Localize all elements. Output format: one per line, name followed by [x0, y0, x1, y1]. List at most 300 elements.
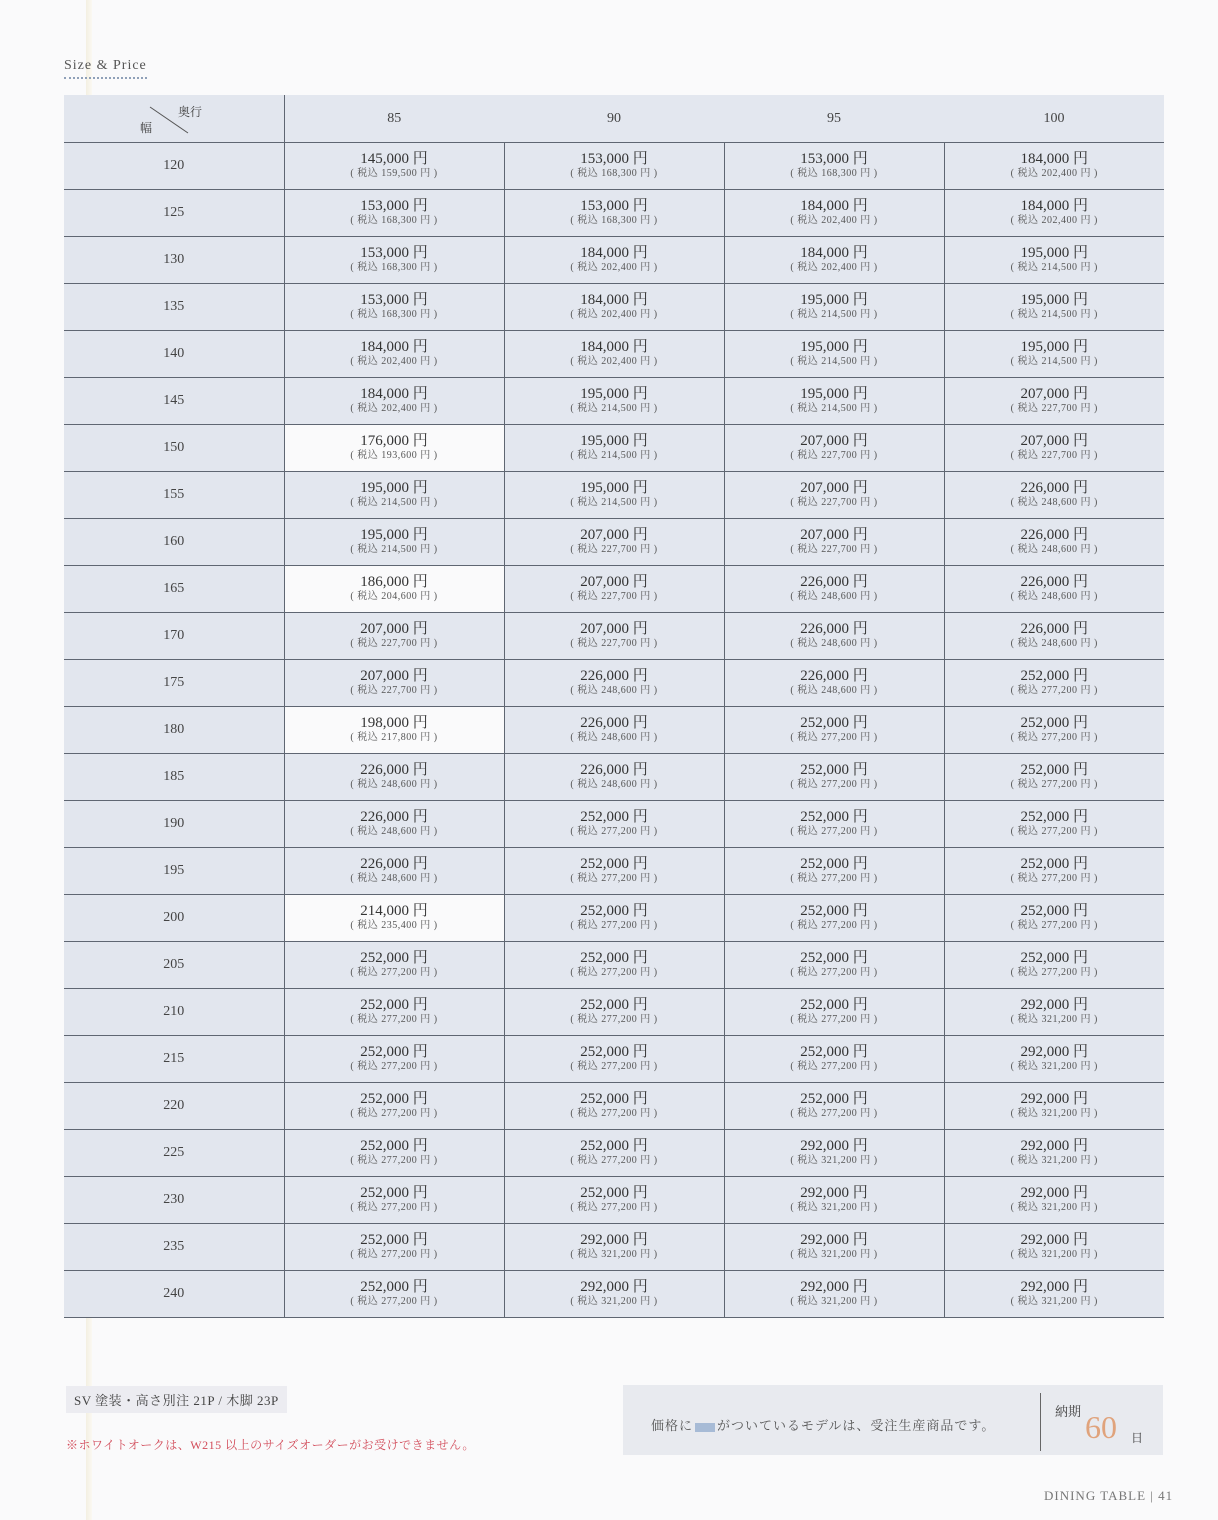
price-cell: [944, 566, 1164, 613]
row-header-width: 160: [64, 519, 284, 566]
price-cell: [724, 1083, 944, 1130]
price-tax-included: ( 税込 214,500 円 ): [570, 403, 658, 414]
price-cell: [284, 989, 504, 1036]
price-tax-included: ( 税込 227,700 円 ): [790, 497, 878, 508]
price-main: 252,000 円: [1020, 856, 1088, 872]
price-main: 226,000 円: [800, 574, 868, 590]
price-cell: [944, 942, 1164, 989]
price-main: 252,000 円: [1020, 668, 1088, 684]
price-main: 195,000 円: [580, 480, 648, 496]
price-main: 292,000 円: [800, 1185, 868, 1201]
price-cell: [284, 1036, 504, 1083]
price-main: 226,000 円: [580, 762, 648, 778]
price-main: 252,000 円: [800, 1044, 868, 1060]
row-header-width: 200: [64, 895, 284, 942]
price-main: 195,000 円: [1020, 245, 1088, 261]
price-tax-included: ( 税込 277,200 円 ): [570, 920, 658, 931]
price-main: 226,000 円: [800, 621, 868, 637]
price-tax-included: ( 税込 277,200 円 ): [350, 1014, 438, 1025]
price-cell: [944, 190, 1164, 237]
price-cell: [724, 237, 944, 284]
price-cell: [724, 472, 944, 519]
price-cell: [944, 754, 1164, 801]
price-cell: [504, 566, 724, 613]
price-cell: [284, 895, 504, 942]
price-tax-included: ( 税込 202,400 円 ): [570, 309, 658, 320]
price-main: 292,000 円: [800, 1279, 868, 1295]
price-main: 214,000 円: [360, 903, 428, 919]
table-row: [64, 1224, 1164, 1271]
price-tax-included: ( 税込 168,300 円 ): [350, 262, 438, 273]
price-cell: [284, 331, 504, 378]
table-row: [64, 331, 1164, 378]
price-tax-included: ( 税込 214,500 円 ): [790, 356, 878, 367]
price-main: 207,000 円: [580, 621, 648, 637]
price-tax-included: ( 税込 277,200 円 ): [790, 1061, 878, 1072]
price-tax-included: ( 税込 277,200 円 ): [790, 1014, 878, 1025]
price-main: 252,000 円: [580, 856, 648, 872]
price-cell: [504, 237, 724, 284]
price-cell: [504, 1224, 724, 1271]
legend-box: [623, 1385, 1163, 1455]
table-row: [64, 707, 1164, 754]
price-main: 207,000 円: [580, 574, 648, 590]
price-main: 252,000 円: [360, 997, 428, 1013]
price-cell: [504, 989, 724, 1036]
price-tax-included: ( 税込 214,500 円 ): [1010, 309, 1098, 320]
price-tax-included: ( 税込 277,200 円 ): [570, 1155, 658, 1166]
price-main: 252,000 円: [800, 715, 868, 731]
price-cell: [724, 1271, 944, 1318]
table-row: [64, 895, 1164, 942]
price-main: 292,000 円: [1020, 1091, 1088, 1107]
price-main: 153,000 円: [360, 245, 428, 261]
price-tax-included: ( 税込 235,400 円 ): [350, 920, 438, 931]
price-tax-included: ( 税込 227,700 円 ): [350, 685, 438, 696]
price-main: 292,000 円: [800, 1138, 868, 1154]
price-tax-included: ( 税込 277,200 円 ): [570, 1014, 658, 1025]
price-main: 252,000 円: [800, 950, 868, 966]
price-main: 252,000 円: [580, 950, 648, 966]
price-cell: [284, 566, 504, 613]
price-cell: [724, 1177, 944, 1224]
row-header-width: 165: [64, 566, 284, 613]
price-cell: [504, 754, 724, 801]
table-row: [64, 754, 1164, 801]
price-main: 252,000 円: [800, 997, 868, 1013]
price-tax-included: ( 税込 168,300 円 ): [350, 215, 438, 226]
price-main: 207,000 円: [360, 621, 428, 637]
price-cell: [284, 1224, 504, 1271]
price-tax-included: ( 税込 202,400 円 ): [570, 356, 658, 367]
table-row: [64, 284, 1164, 331]
price-tax-included: ( 税込 321,200 円 ): [790, 1155, 878, 1166]
row-header-width: 175: [64, 660, 284, 707]
price-tax-included: ( 税込 321,200 円 ): [790, 1202, 878, 1213]
price-main: 252,000 円: [360, 1091, 428, 1107]
price-cell: [944, 237, 1164, 284]
price-tax-included: ( 税込 321,200 円 ): [570, 1249, 658, 1260]
price-cell: [724, 848, 944, 895]
price-tax-included: ( 税込 214,500 円 ): [790, 309, 878, 320]
price-main: 207,000 円: [1020, 433, 1088, 449]
price-cell: [944, 472, 1164, 519]
row-header-width: 180: [64, 707, 284, 754]
price-tax-included: ( 税込 248,600 円 ): [350, 779, 438, 790]
price-main: 176,000 円: [360, 433, 428, 449]
price-tax-included: ( 税込 227,700 円 ): [570, 638, 658, 649]
price-main: 226,000 円: [360, 762, 428, 778]
price-cell: [724, 942, 944, 989]
price-main: 252,000 円: [580, 1185, 648, 1201]
depth-label: 奥行: [178, 105, 203, 119]
price-main: 252,000 円: [360, 1232, 428, 1248]
white-oak-warning: ※ホワイトオークは、W215 以上のサイズオーダーがお受けできません。: [66, 1438, 475, 1452]
price-tax-included: ( 税込 248,600 円 ): [1010, 638, 1098, 649]
price-tax-included: ( 税込 168,300 円 ): [570, 215, 658, 226]
price-tax-included: ( 税込 217,800 円 ): [350, 732, 438, 743]
table-row: [64, 942, 1164, 989]
row-header-width: 230: [64, 1177, 284, 1224]
table-row: [64, 1036, 1164, 1083]
price-main: 292,000 円: [580, 1232, 648, 1248]
price-cell: [504, 425, 724, 472]
price-cell: [504, 472, 724, 519]
price-main: 292,000 円: [1020, 1279, 1088, 1295]
price-cell: [504, 1036, 724, 1083]
price-tax-included: ( 税込 277,200 円 ): [1010, 685, 1098, 696]
price-main: 153,000 円: [360, 292, 428, 308]
price-main: 153,000 円: [580, 151, 648, 167]
price-cell: [944, 801, 1164, 848]
price-cell: [284, 1177, 504, 1224]
price-cell: [504, 519, 724, 566]
price-cell: [944, 848, 1164, 895]
price-main: 153,000 円: [800, 151, 868, 167]
page-footer: DINING TABLE | 41: [1044, 1488, 1174, 1503]
table-row: [64, 378, 1164, 425]
price-tax-included: ( 税込 248,600 円 ): [790, 591, 878, 602]
price-main: 226,000 円: [360, 809, 428, 825]
price-cell: [724, 566, 944, 613]
price-main: 184,000 円: [580, 292, 648, 308]
price-cell: [504, 895, 724, 942]
row-header-width: 125: [64, 190, 284, 237]
price-cell: [944, 707, 1164, 754]
row-header-width: 155: [64, 472, 284, 519]
price-tax-included: ( 税込 321,200 円 ): [790, 1296, 878, 1307]
price-main: 184,000 円: [360, 386, 428, 402]
options-note: SV 塗装・高さ別注 21P / 木脚 23P: [66, 1386, 287, 1413]
price-main: 153,000 円: [580, 198, 648, 214]
price-tax-included: ( 税込 321,200 円 ): [1010, 1014, 1098, 1025]
price-tax-included: ( 税込 277,200 円 ): [350, 1202, 438, 1213]
price-cell: [944, 1177, 1164, 1224]
legend-text-before: 価格に: [651, 1418, 694, 1433]
price-tax-included: ( 税込 202,400 円 ): [1010, 168, 1098, 179]
price-cell: [284, 613, 504, 660]
row-header-width: 225: [64, 1130, 284, 1177]
price-main: 184,000 円: [580, 339, 648, 355]
price-tax-included: ( 税込 202,400 円 ): [790, 262, 878, 273]
price-main: 252,000 円: [580, 1091, 648, 1107]
price-main: 226,000 円: [360, 856, 428, 872]
price-cell: [284, 801, 504, 848]
price-cell: [504, 801, 724, 848]
price-tax-included: ( 税込 193,600 円 ): [350, 450, 438, 461]
price-cell: [724, 1224, 944, 1271]
price-cell: [944, 1036, 1164, 1083]
price-tax-included: ( 税込 159,500 円 ): [350, 168, 438, 179]
row-header-width: 170: [64, 613, 284, 660]
row-header-width: 190: [64, 801, 284, 848]
price-main: 207,000 円: [800, 433, 868, 449]
table-row: [64, 801, 1164, 848]
price-main: 252,000 円: [1020, 762, 1088, 778]
price-main: 226,000 円: [580, 668, 648, 684]
price-tax-included: ( 税込 277,200 円 ): [1010, 732, 1098, 743]
price-main: 226,000 円: [1020, 480, 1088, 496]
price-main: 252,000 円: [800, 762, 868, 778]
price-main: 184,000 円: [800, 198, 868, 214]
column-header: 95: [724, 95, 944, 143]
price-cell: [504, 143, 724, 190]
price-cell: [284, 472, 504, 519]
price-main: 184,000 円: [580, 245, 648, 261]
price-main: 184,000 円: [1020, 198, 1088, 214]
price-cell: [724, 519, 944, 566]
price-tax-included: ( 税込 227,700 円 ): [790, 544, 878, 555]
price-tax-included: ( 税込 248,600 円 ): [790, 685, 878, 696]
table-row: [64, 425, 1164, 472]
row-header-width: 135: [64, 284, 284, 331]
table-row: [64, 519, 1164, 566]
row-header-width: 130: [64, 237, 284, 284]
price-main: 252,000 円: [360, 1279, 428, 1295]
row-header-width: 120: [64, 143, 284, 190]
price-cell: [504, 848, 724, 895]
table-row: [64, 1083, 1164, 1130]
corner-header: [64, 95, 284, 143]
price-cell: [944, 1271, 1164, 1318]
price-cell: [944, 613, 1164, 660]
price-cell: [944, 378, 1164, 425]
price-cell: [504, 331, 724, 378]
price-tax-included: ( 税込 277,200 円 ): [1010, 873, 1098, 884]
price-main: 252,000 円: [360, 1044, 428, 1060]
price-tax-included: ( 税込 277,200 円 ): [790, 873, 878, 884]
price-main: 226,000 円: [1020, 574, 1088, 590]
table-row: [64, 566, 1164, 613]
price-cell: [724, 660, 944, 707]
price-cell: [284, 660, 504, 707]
price-cell: [944, 519, 1164, 566]
made-to-order-swatch: [695, 1423, 715, 1432]
price-main: 252,000 円: [800, 903, 868, 919]
price-tax-included: ( 税込 321,200 円 ): [790, 1249, 878, 1260]
price-main: 252,000 円: [1020, 903, 1088, 919]
price-cell: [944, 425, 1164, 472]
price-cell: [504, 1083, 724, 1130]
price-cell: [944, 284, 1164, 331]
price-main: 252,000 円: [580, 997, 648, 1013]
price-tax-included: ( 税込 248,600 円 ): [570, 685, 658, 696]
price-main: 195,000 円: [580, 433, 648, 449]
price-tax-included: ( 税込 227,700 円 ): [1010, 450, 1098, 461]
price-main: 184,000 円: [800, 245, 868, 261]
price-cell: [724, 895, 944, 942]
price-cell: [944, 331, 1164, 378]
price-tax-included: ( 税込 227,700 円 ): [790, 450, 878, 461]
price-main: 207,000 円: [800, 527, 868, 543]
price-cell: [284, 143, 504, 190]
price-table-body: [64, 143, 1164, 1318]
price-main: 252,000 円: [580, 1044, 648, 1060]
row-header-width: 240: [64, 1271, 284, 1318]
price-main: 195,000 円: [800, 339, 868, 355]
price-main: 252,000 円: [360, 950, 428, 966]
price-tax-included: ( 税込 277,200 円 ): [570, 967, 658, 978]
price-main: 292,000 円: [1020, 997, 1088, 1013]
price-tax-included: ( 税込 168,300 円 ): [350, 309, 438, 320]
delivery-label: 納期: [1055, 1404, 1082, 1419]
price-tax-included: ( 税込 227,700 円 ): [570, 544, 658, 555]
price-tax-included: ( 税込 277,200 円 ): [570, 1202, 658, 1213]
price-tax-included: ( 税込 248,600 円 ): [350, 826, 438, 837]
price-cell: [284, 1271, 504, 1318]
price-tax-included: ( 税込 168,300 円 ): [570, 168, 658, 179]
price-tax-included: ( 税込 277,200 円 ): [1010, 826, 1098, 837]
price-tax-included: ( 税込 277,200 円 ): [570, 1061, 658, 1072]
price-main: 153,000 円: [360, 198, 428, 214]
price-main: 195,000 円: [1020, 292, 1088, 308]
price-cell: [724, 801, 944, 848]
price-cell: [284, 1083, 504, 1130]
price-tax-included: ( 税込 277,200 円 ): [350, 1061, 438, 1072]
header-row: [64, 95, 1164, 143]
price-cell: [284, 190, 504, 237]
table-row: [64, 1130, 1164, 1177]
price-cell: [284, 942, 504, 989]
row-header-width: 220: [64, 1083, 284, 1130]
price-cell: [504, 378, 724, 425]
price-cell: [504, 660, 724, 707]
price-tax-included: ( 税込 321,200 円 ): [1010, 1296, 1098, 1307]
price-main: 292,000 円: [1020, 1138, 1088, 1154]
row-header-width: 140: [64, 331, 284, 378]
price-cell: [504, 284, 724, 331]
price-tax-included: ( 税込 202,400 円 ): [570, 262, 658, 273]
price-cell: [504, 1271, 724, 1318]
price-tax-included: ( 税込 214,500 円 ): [350, 544, 438, 555]
price-main: 195,000 円: [360, 527, 428, 543]
table-row: [64, 190, 1164, 237]
price-main: 226,000 円: [1020, 527, 1088, 543]
delivery-days: 60: [1085, 1409, 1117, 1445]
price-main: 252,000 円: [360, 1185, 428, 1201]
price-tax-included: ( 税込 321,200 円 ): [1010, 1202, 1098, 1213]
price-tax-included: ( 税込 277,200 円 ): [570, 826, 658, 837]
price-tax-included: ( 税込 277,200 円 ): [790, 1108, 878, 1119]
price-tax-included: ( 税込 277,200 円 ): [570, 1108, 658, 1119]
price-main: 226,000 円: [580, 715, 648, 731]
price-tax-included: ( 税込 248,600 円 ): [350, 873, 438, 884]
price-tax-included: ( 税込 202,400 円 ): [350, 356, 438, 367]
price-tax-included: ( 税込 277,200 円 ): [350, 967, 438, 978]
row-header-width: 145: [64, 378, 284, 425]
price-cell: [284, 378, 504, 425]
section-heading: Size & Price: [64, 58, 147, 79]
price-tax-included: ( 税込 277,200 円 ): [570, 873, 658, 884]
column-header: 85: [284, 95, 504, 143]
price-tax-included: ( 税込 321,200 円 ): [570, 1296, 658, 1307]
column-header: 90: [504, 95, 724, 143]
price-tax-included: ( 税込 227,700 円 ): [1010, 403, 1098, 414]
price-main: 252,000 円: [580, 903, 648, 919]
price-tax-included: ( 税込 202,400 円 ): [1010, 215, 1098, 226]
price-main: 184,000 円: [360, 339, 428, 355]
price-cell: [284, 519, 504, 566]
price-main: 195,000 円: [360, 480, 428, 496]
price-table: [64, 95, 1164, 1318]
table-row: [64, 143, 1164, 190]
legend-text-after: がついているモデルは、受注生産商品です。: [717, 1418, 996, 1433]
price-cell: [944, 143, 1164, 190]
price-tax-included: ( 税込 277,200 円 ): [790, 920, 878, 931]
legend-divider: [1040, 1393, 1041, 1451]
row-header-width: 185: [64, 754, 284, 801]
table-row: [64, 1271, 1164, 1318]
price-main: 252,000 円: [800, 856, 868, 872]
price-cell: [724, 284, 944, 331]
price-main: 207,000 円: [1020, 386, 1088, 402]
price-tax-included: ( 税込 227,700 円 ): [570, 591, 658, 602]
price-main: 252,000 円: [800, 1091, 868, 1107]
price-main: 186,000 円: [360, 574, 428, 590]
price-main: 195,000 円: [800, 292, 868, 308]
row-header-width: 195: [64, 848, 284, 895]
price-main: 207,000 円: [360, 668, 428, 684]
row-header-width: 210: [64, 989, 284, 1036]
row-header-width: 215: [64, 1036, 284, 1083]
price-cell: [724, 425, 944, 472]
price-cell: [284, 237, 504, 284]
price-tax-included: ( 税込 277,200 円 ): [790, 826, 878, 837]
price-tax-included: ( 税込 214,500 円 ): [570, 450, 658, 461]
price-cell: [724, 331, 944, 378]
price-main: 252,000 円: [800, 809, 868, 825]
price-cell: [944, 660, 1164, 707]
price-cell: [284, 848, 504, 895]
price-tax-included: ( 税込 248,600 円 ): [790, 638, 878, 649]
price-tax-included: ( 税込 277,200 円 ): [350, 1296, 438, 1307]
corner-diagonal: [64, 95, 283, 142]
price-cell: [504, 1177, 724, 1224]
price-tax-included: ( 税込 227,700 円 ): [350, 638, 438, 649]
price-cell: [724, 1130, 944, 1177]
price-tax-included: ( 税込 214,500 円 ): [350, 497, 438, 508]
price-main: 195,000 円: [1020, 339, 1088, 355]
price-cell: [504, 1130, 724, 1177]
price-tax-included: ( 税込 248,600 円 ): [1010, 544, 1098, 555]
price-tax-included: ( 税込 248,600 円 ): [570, 732, 658, 743]
column-header: 100: [944, 95, 1164, 143]
price-tax-included: ( 税込 202,400 円 ): [790, 215, 878, 226]
table-row: [64, 1177, 1164, 1224]
price-main: 226,000 円: [1020, 621, 1088, 637]
price-tax-included: ( 税込 248,600 円 ): [570, 779, 658, 790]
price-main: 207,000 円: [800, 480, 868, 496]
